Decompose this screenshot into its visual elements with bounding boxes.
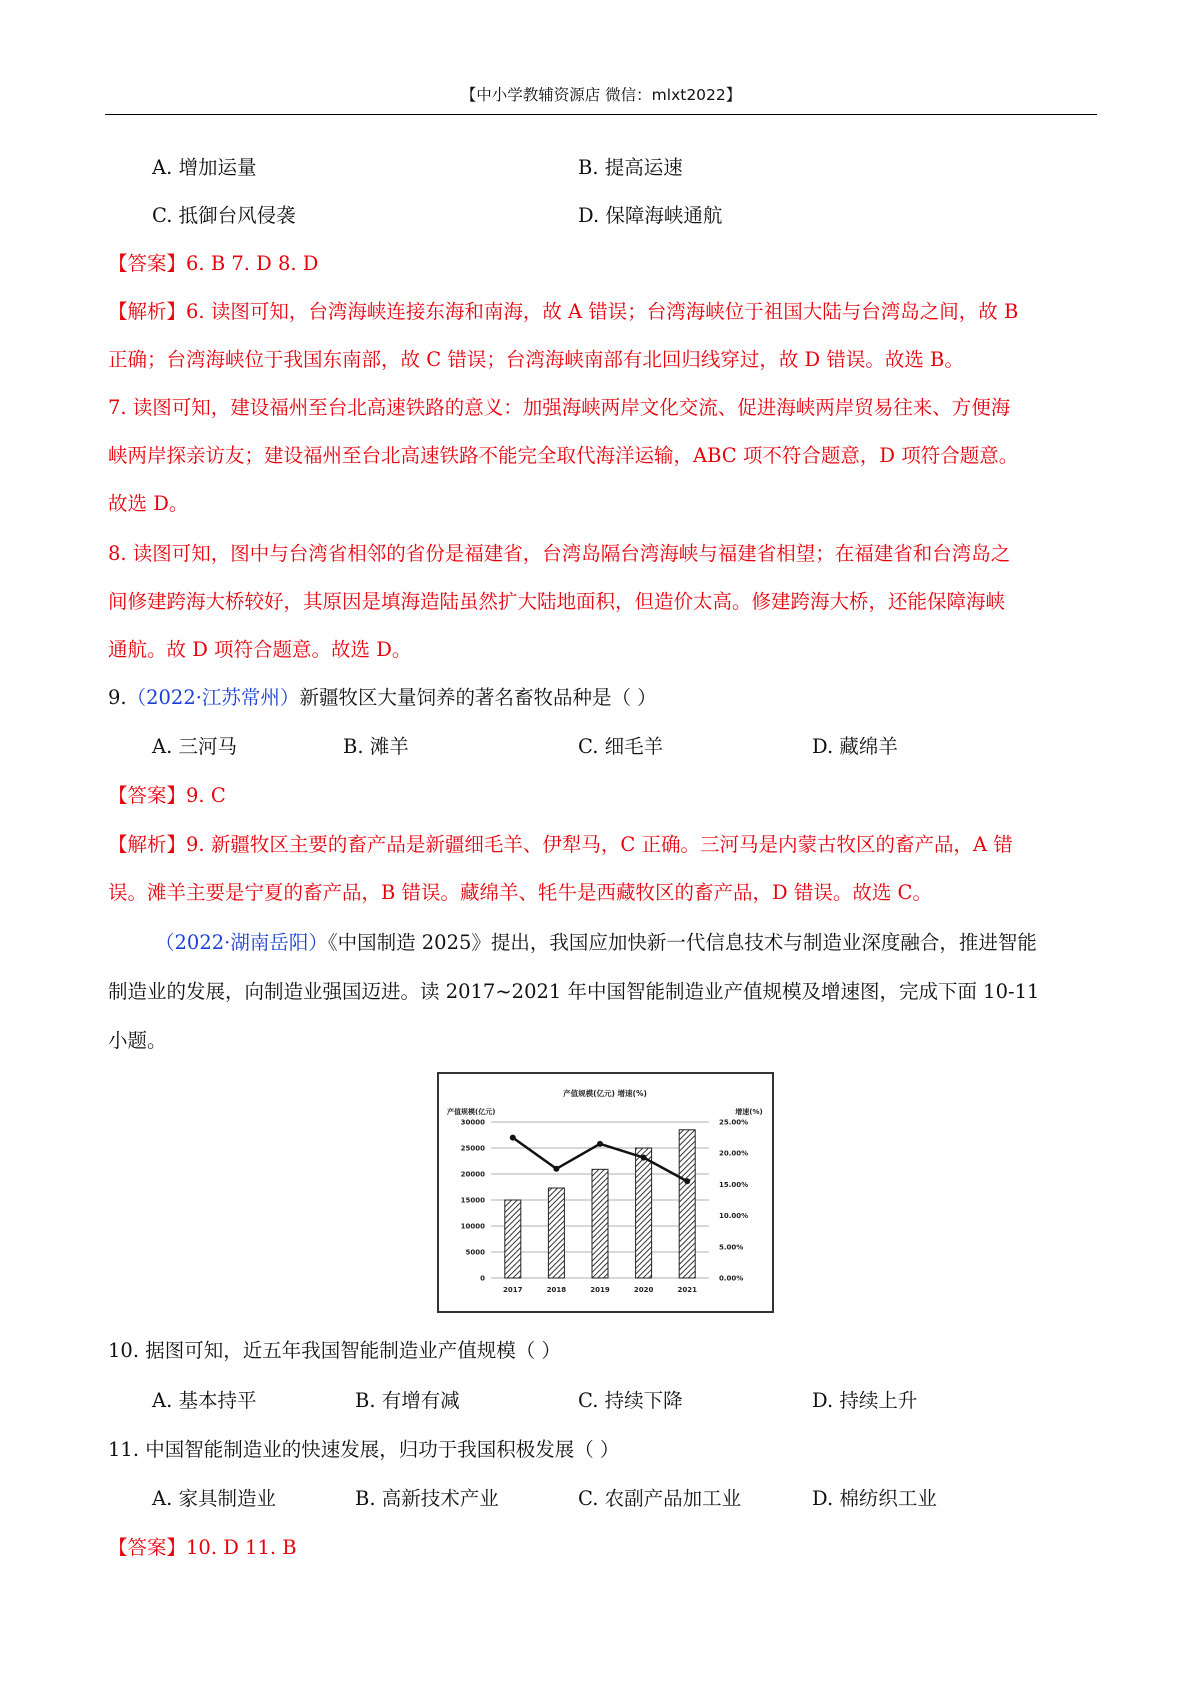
option-c: C. 抵御台风侵袭 [152,204,296,227]
analysis-line: 正确；台湾海峡位于我国东南部，故 C 错误；台湾海峡南部有北回归线穿过，故 D 错误。故选 B。 [108,348,964,371]
question-stem: 新疆牧区大量饲养的著名畜牧品种是（ ） [299,686,657,709]
bar [679,1130,695,1278]
growth-point [684,1178,690,1184]
analysis-line: 间修建跨海大桥较好，其原因是填海造陆虽然扩大陆地面积，但造价太高。修建跨海大桥，还能保障海峡 [108,590,1006,613]
answer-10-11 [108,1538,297,1558]
y-tick-label-right: 20.00% [719,1149,749,1158]
analysis-line: 误。滩羊主要是宁夏的畜产品，B 错误。藏绵羊、牦牛是西藏牧区的畜产品，D 错误。故选 C。 [108,881,932,904]
y-axis-label-left: 产值规模(亿元) [447,1108,496,1116]
analysis-line: 7. 读图可知，建设福州至台北高速铁路的意义：加强海峡两岸文化交流、促进海峡两岸贸易往来、方便海 [108,396,1011,419]
analysis-label: 【解析】 [108,833,187,856]
growth-point [553,1166,559,1172]
analysis-line: 通航。故 D 项符合题意。故选 D。 [108,638,412,661]
analysis-line: 峡两岸探亲访友；建设福州至台北高速铁路不能完全取代海洋运输，ABC 项不符合题意，D 项符合题意。 [108,444,1019,467]
chart-svg [439,1074,772,1311]
option-c: C. 农副产品加工业 [578,1487,742,1510]
question-11: 11. 中国智能制造业的快速发展，归功于我国积极发展（ ） [108,1438,620,1461]
y-tick-label-left: 20000 [460,1170,485,1179]
analysis-line: 故选 D。 [108,492,189,515]
analysis-line: 8. 读图可知，图中与台湾省相邻的省份是福建省，台湾岛隔台湾海峡与福建省相望；在福建省和台湾岛之 [108,542,1011,565]
y-tick-label-left: 25000 [460,1144,485,1153]
header-rule [105,114,1097,115]
option-b: B. 有增有减 [355,1389,460,1412]
chart-figure [437,1072,774,1313]
bar [636,1148,652,1278]
y-tick-label-left: 5000 [465,1248,485,1257]
question-number: 9. [108,686,127,709]
option-d: D. 棉纺织工业 [812,1487,937,1510]
growth-point [510,1135,516,1141]
option-d: D. 保障海峡通航 [578,204,723,227]
question-10: 10. 据图可知，近五年我国智能制造业产值规模（ ） [108,1339,561,1362]
option-b: B. 高新技术产业 [355,1487,499,1510]
y-tick-label-right: 15.00% [719,1180,749,1189]
answer-label: 【答案】 [108,784,187,807]
passage-source: （2022·湖南岳阳） [155,931,328,954]
y-axis-label-right: 增速(%) [735,1108,763,1116]
bar [548,1188,564,1278]
analysis-label: 【解析】 [108,300,187,323]
option-a: A. 家具制造业 [152,1487,276,1510]
page-header: 【中小学教辅资源店 微信：mlxt2022】 [460,86,742,104]
x-tick-label: 2018 [546,1286,567,1294]
option-a: A. 增加运量 [152,156,257,179]
y-tick-label-left: 30000 [460,1118,485,1127]
answer-text: 6. B 7. D 8. D [186,252,319,275]
passage-line: 制造业的发展，向制造业强国迈进。读 2017~2021 年中国智能制造业产值规模及增速图，完成下面 10-11 [108,980,1040,1003]
option-b: B. 滩羊 [343,735,409,758]
growth-point [641,1155,647,1161]
analysis-text: 6. 读图可知，台湾海峡连接东海和南海，故 A 错误；台湾海峡位于祖国大陆与台湾岛之间，故 B [186,300,1019,323]
option-d: D. 持续上升 [812,1389,918,1412]
analysis-line [108,835,1013,855]
option-c: C. 持续下降 [578,1389,683,1412]
answer-9 [108,786,226,806]
answer-label: 【答案】 [108,252,187,275]
question-source: （2022·江苏常州） [126,686,300,709]
option-b: B. 提高运速 [578,156,683,179]
passage-text: 《中国制造 2025》提出，我国应加快新一代信息技术与制造业深度融合，推进智能 [327,931,1037,954]
y-tick-label-right: 10.00% [719,1212,749,1221]
bar [505,1200,521,1278]
option-d: D. 藏绵羊 [812,735,898,758]
option-c: C. 细毛羊 [578,735,664,758]
x-tick-label: 2020 [633,1286,654,1294]
answer-6-8 [108,254,318,274]
question-9 [108,688,657,708]
option-a: A. 三河马 [152,735,237,758]
x-tick-label: 2021 [677,1286,697,1294]
bar [592,1169,608,1278]
passage-line [155,933,1037,953]
answer-text: 9. C [186,784,226,807]
x-tick-label: 2019 [590,1286,610,1294]
growth-point [597,1141,603,1147]
passage-line: 小题。 [108,1029,167,1052]
answer-text: 10. D 11. B [186,1536,297,1559]
option-a: A. 基本持平 [152,1389,257,1412]
y-tick-label-left: 10000 [460,1222,485,1231]
analysis-line [108,302,1018,322]
x-tick-label: 2017 [503,1286,523,1294]
y-tick-label-right: 25.00% [719,1118,749,1127]
analysis-text: 9. 新疆牧区主要的畜产品是新疆细毛羊、伊犁马，C 正确。三河马是内蒙古牧区的畜产品，A 错 [186,833,1013,856]
y-tick-label-right: 5.00% [719,1243,744,1252]
y-tick-label-left: 0 [480,1274,485,1283]
chart-title: 产值规模(亿元) 增速(%) [563,1089,647,1098]
answer-label: 【答案】 [108,1536,187,1559]
y-tick-label-right: 0.00% [719,1274,744,1283]
y-tick-label-left: 15000 [460,1196,485,1205]
